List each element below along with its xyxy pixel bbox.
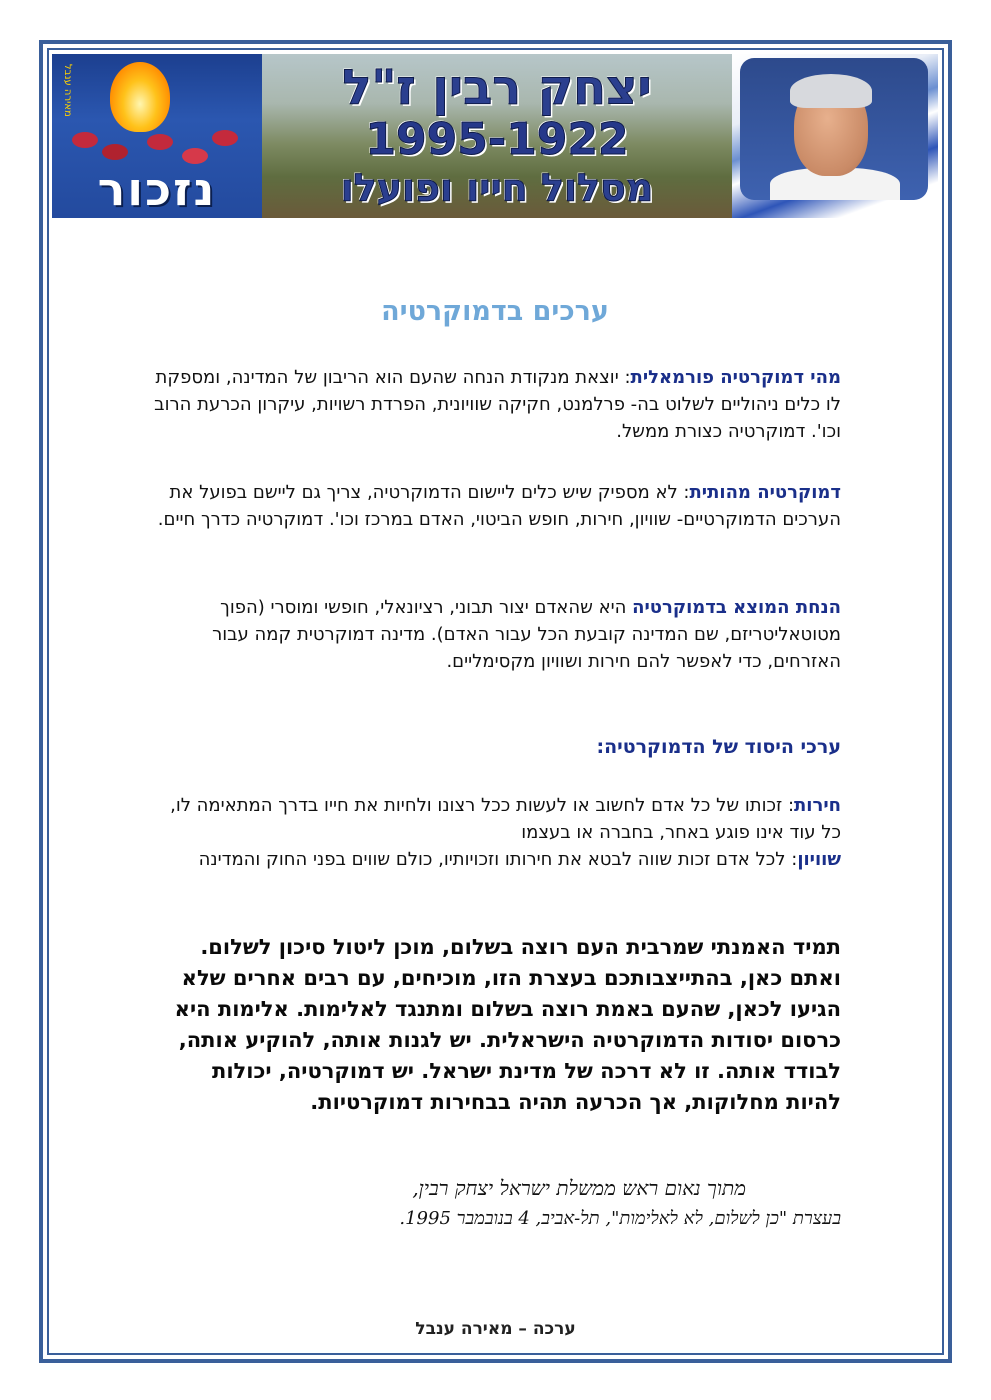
value-term: שוויון — [797, 849, 841, 870]
value-term: חירות — [794, 795, 841, 816]
flame-icon — [110, 62, 170, 132]
header-banner — [52, 54, 938, 218]
section-formal-democracy — [151, 364, 841, 445]
value-item — [151, 846, 841, 873]
section-substantive-democracy — [151, 479, 841, 533]
basic-values-list — [151, 792, 841, 873]
portrait-hair — [790, 74, 872, 108]
section-text: : לא מספיק שיש כלים ליישום הדמוקרטיה, צריך גם ליישם בפועל את הערכים הדמוקרטיים- שוויון, חירות, חופש הביטוי, האדם במרכז וכו'. דמוקרטיה כדרך חיים. — [157, 482, 841, 530]
value-text: : לכל אדם זכות שווה לבטא את חירותו וזכויותיו, כולם שווים בפני החוק והמדינה — [198, 849, 798, 870]
banner-subtitle: מסלול חייו ופועלו — [340, 166, 654, 210]
page-border-inner — [47, 48, 944, 1355]
memorial-flame-panel — [52, 54, 262, 218]
value-item — [151, 792, 841, 846]
banner-landscape — [262, 54, 732, 218]
banner-years: 1995-1922 — [365, 114, 629, 165]
quote-source-line-1: מתוך נאום ראש ממשלת ישראל יצחק רבין, — [412, 1176, 746, 1200]
rose-petal — [72, 132, 98, 148]
section-term: דמוקרטיה מהותית — [689, 482, 841, 503]
section-text: : יוצאת מנקודת הנחה שהעם הוא הריבון של המדינה, ומספקת לו כלים ניהוליים לשלוט בה- פרלמנט, חקיקה שוויונית, הפרדת רשויות, עיקרון הכרעת הרוב וכו'. דמוקרטיה כצורת ממשל. — [154, 367, 841, 442]
section-term: מהי דמוקרטיה פורמאלית — [630, 367, 841, 388]
section-basic-assumption — [151, 594, 841, 675]
editor-credit: ערכה – מאירה ענבל — [415, 1319, 576, 1339]
rose-petal — [147, 134, 173, 150]
section-text: היא שהאדם יצור תבוני, רציונאלי, חופשי ומוסרי (הפוך מטוטאליטריזם, שם המדינה קובעת הכל עבור האדם). מדינה דמוקרטית קמה עבור האזרחים, כדי לאפשר להם חירות ושוויון מקסימליים. — [212, 597, 841, 672]
page-title: ערכים בדמוקרטיה — [381, 296, 609, 327]
section-term: הנחת המוצא בדמוקרטיה — [632, 597, 841, 618]
portrait-photo — [740, 58, 928, 200]
portrait-panel — [732, 54, 938, 218]
rabin-quote: תמיד האמנתי שמרבית העם רוצה בשלום, מוכן ליטול סיכון לשלום. ואתם כאן, בהתייצבותכם בעצרת הזו, מוכיחים, עם רבים אחרים שלא הגיעו לכאן, שהעם באמת רוצה בשלום ומתנגד לאלימות. אלימות היא כרסום יסודות הדמוקרטיה הישראלית. יש לגנות אותה, להוקיע אותה, לבודד אותה. זו לא דרכה של מדינת ישראל. יש דמוקרטיה, יכולות להיות מחלוקות, אך הכרעה תהיה בבחירות דמוקרטיות. — [174, 935, 841, 1114]
rose-petal — [212, 130, 238, 146]
value-text: : זכותו של כל אדם לחשוב או לעשות ככל רצונו ולחיות את חייו בדרך המתאימה לו, כל עוד אינו פוגע באחר, בחברה או בעצמו — [170, 795, 841, 843]
basic-values-heading: ערכי היסוד של הדמוקרטיה: — [596, 736, 841, 758]
vertical-credit-text: מאירה ענבל — [62, 64, 73, 117]
rose-petal — [102, 144, 128, 160]
banner-name: יצחק רבין ז"ל — [342, 60, 652, 116]
quote-source-line-2: בעצרת "כן לשלום, לא לאלימות", תל-אביב, 4 בנובמבר 1995. — [399, 1208, 841, 1229]
nizkor-text: נזכור — [97, 162, 217, 216]
